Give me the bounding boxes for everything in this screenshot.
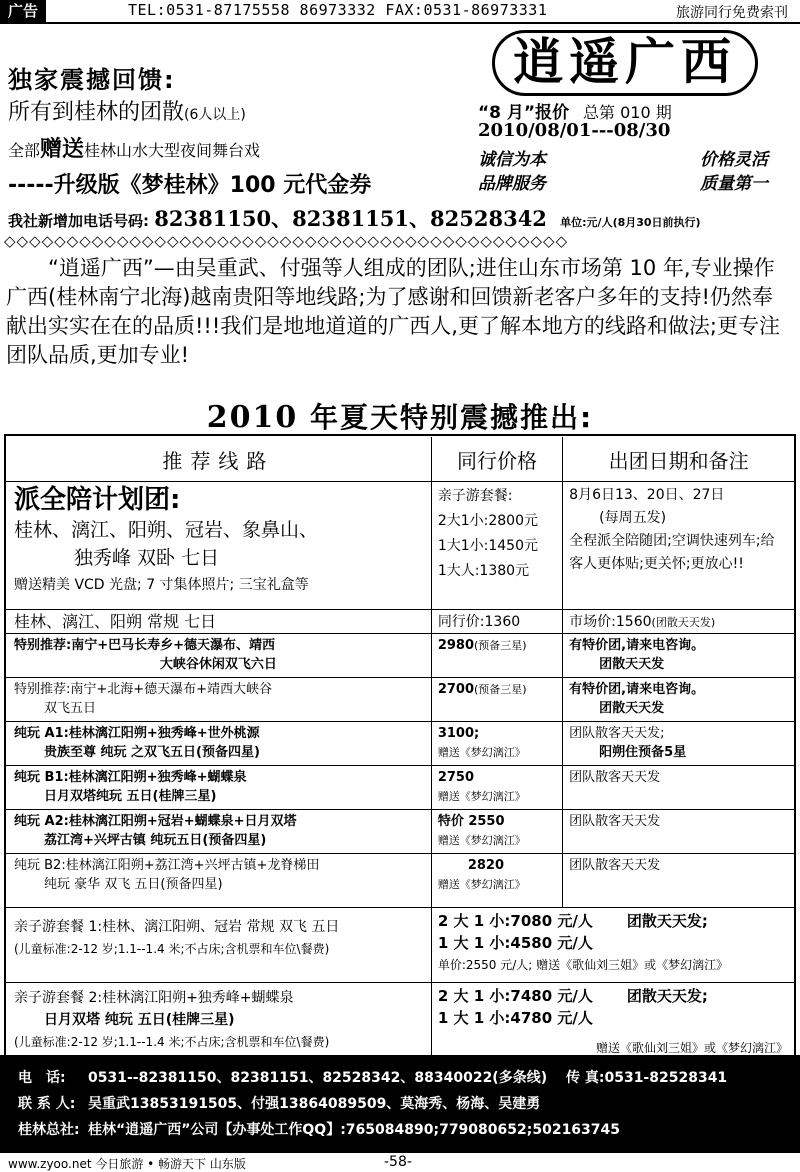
note-cell xyxy=(563,610,794,633)
note-line-1: 有特价团,请来电咨询。 xyxy=(569,682,705,697)
intro-paragraph: “逍遥广西”—由吴重武、付强等人组成的团队;进住山东市场第 10 年,专业操作广西(桂林南宁北海)越南贵阳等地线路;为了感谢和回馈新老客户多年的支持!仍然奉献出实实在在的品质!!!我们是地地道道的广西人,更了解本地方的线路和做法;更专注团队品质,更加专业! xyxy=(6,256,781,367)
site-credit: www.zyoo.net 今日旅游 • 畅游天下 山东版 xyxy=(8,1157,246,1171)
slogans xyxy=(478,148,778,196)
route-line-2: 贵族至尊 纯玩 之双飞五日(预备四星) xyxy=(44,745,260,760)
note-line-1: 团队散客天天发 xyxy=(569,858,661,873)
package-child-standard: (儿童标准:2-12 岁;1.1--1.4 米;不占床;含机票和车位\餐费) xyxy=(14,942,330,956)
plan-dest-2: 独秀峰 双卧 七日 xyxy=(74,547,220,569)
table-row xyxy=(6,810,794,854)
plan-price-3: 1大人:1380元 xyxy=(437,563,530,579)
table-row xyxy=(6,854,794,908)
promo-line-3-bold: 赠送 xyxy=(40,137,85,162)
plan-date-1: 8月6日13、20日、27日 xyxy=(569,487,725,503)
price-cell: 2980 xyxy=(437,638,474,653)
plan-price-1: 2大1小:2800元 xyxy=(437,513,538,529)
note-line-1: 有特价团,请来电咨询。 xyxy=(569,638,705,653)
package-price-3: 赠送《歌仙刘三姐》或《梦幻漓江》 xyxy=(595,1041,788,1055)
price-cell-small: (预备三星) xyxy=(474,683,527,696)
promo-line-4: -----升级版《梦桂林》100 元代金券 xyxy=(8,173,372,198)
header-dates: 出团日期和备注 xyxy=(608,448,749,473)
route-line-1: 纯玩 A2:桂林漓江阳朔+冠岩+蝴蝶泉+日月双塔 xyxy=(14,814,297,829)
route-line-1: 纯玩 B1:桂林漓江阳朔+独秀峰+蝴蝶泉 xyxy=(14,770,247,785)
hq-info: 桂林“逍遥广西”公司【办事处工作QQ】:765084890;779080652;502163745 xyxy=(88,1122,621,1138)
price-cell-small: 赠送《梦幻漓江》 xyxy=(437,878,526,891)
fax-label: 传 真: xyxy=(565,1070,605,1086)
package-price-1: 2 大 1 小:7080 元/人 xyxy=(437,912,593,930)
ad-tag: 广告 xyxy=(0,0,46,22)
plan-title: 派全陪计划团: xyxy=(14,485,181,515)
note-line-1: 团队散客天天发 xyxy=(569,814,661,829)
agency-contact-line: TEL:0531-87175558 86973332 FAX:0531-86973331 xyxy=(128,1,548,19)
table-row xyxy=(6,678,794,722)
route-line-2: 纯玩 豪华 双飞 五日(预备四星) xyxy=(44,877,223,892)
hq-label: 桂林总社: xyxy=(18,1122,80,1138)
note-line-2: 团散天天发 xyxy=(599,701,665,716)
fax-number: 0531-82528341 xyxy=(604,1070,728,1086)
date-range: 2010/08/01---08/30 xyxy=(478,120,671,141)
table-header-row xyxy=(6,436,794,482)
big-title-text: 年夏天特别震撼推出: xyxy=(310,401,594,434)
table-row xyxy=(6,610,794,634)
header-price: 同行价格 xyxy=(432,437,563,481)
route-line-2: 日月双塔纯玩 五日(桂牌三星) xyxy=(44,789,217,804)
note-cell-main: 市场价:1560 xyxy=(569,614,652,630)
month-quote: “8 月”报价 xyxy=(478,103,570,123)
package-title: 亲子游套餐 2:桂林漓江阳朔+独秀峰+蝴蝶泉 xyxy=(14,990,294,1006)
package-right-note: 团散天天发; xyxy=(626,912,708,930)
route-line-1: 纯玩 B2:桂林漓江阳朔+荔江湾+兴坪古镇+龙脊梯田 xyxy=(14,858,320,873)
big-title xyxy=(0,396,800,436)
slogan-1a: 诚信为本 xyxy=(478,150,546,170)
big-title-year: 2010 xyxy=(206,400,299,435)
promo-line-3-pre: 全部 xyxy=(8,141,41,160)
price-cell: 特价 2550 xyxy=(437,814,505,829)
table-row xyxy=(6,634,794,678)
slogan-1b: 价格灵活 xyxy=(700,150,768,170)
price-unit-note: 单位:元/人(8月30日前执行) xyxy=(560,216,701,229)
footer-contact-block xyxy=(0,1055,800,1153)
price-cell-small: 赠送《梦幻漓江》 xyxy=(437,834,526,847)
note-line-1: 团队散客天天发 xyxy=(569,770,661,785)
contact-label: 联 系 人: xyxy=(18,1096,76,1112)
note-line-1: 团队散客天天发; xyxy=(569,726,665,741)
new-phone-numbers: 82381150、82381151、82528342 xyxy=(154,206,547,231)
top-strip xyxy=(0,0,800,22)
header-route: 推荐线路 xyxy=(6,437,432,481)
plan-note: 全程派全陪随团;空调快速列车;给客人更体贴;更关怀;更放心!! xyxy=(569,533,775,572)
promo-line-3-post: 桂林山水大型夜间舞台戏 xyxy=(84,141,261,160)
index-label: 旅游同行免费索刊 xyxy=(676,5,788,21)
package-price-3: 单价:2550 元/人; 赠送《歌仙刘三姐》或《梦幻漓江》 xyxy=(437,958,729,972)
slogan-2a: 品牌服务 xyxy=(478,174,546,194)
package-title: 亲子游套餐 1:桂林、漓江阳朔、冠岩 常规 双飞 五日 xyxy=(14,919,340,935)
package-child-standard: (儿童标准:2-12 岁;1.1--1.4 米;不占床;含机票和车位\餐费) xyxy=(14,1035,330,1049)
price-cell: 3100; xyxy=(437,726,480,741)
route-line-2: 双飞五日 xyxy=(44,701,97,716)
page-bottom xyxy=(0,1154,800,1172)
table-row-package-2 xyxy=(6,983,794,1063)
package-price-1: 2 大 1 小:7480 元/人 xyxy=(437,987,593,1005)
plan-date-2: (每周五发) xyxy=(599,510,667,526)
headline: 独家震撼回馈: xyxy=(8,66,176,94)
table-row xyxy=(6,766,794,810)
logo: 逍遥广西 xyxy=(492,30,758,96)
plan-dest-1: 桂林、漓江、阳朔、冠岩、象鼻山、 xyxy=(14,519,319,541)
package-right-note: 团散天天发; xyxy=(626,987,708,1005)
route-line-1: 特别推荐:南宁+巴马长寿乡+德天瀑布、靖西 xyxy=(14,638,275,653)
promo-line-3 xyxy=(8,132,260,163)
promo-line-2 xyxy=(8,95,246,126)
slogan-2b: 质量第一 xyxy=(700,174,768,194)
package-title-2: 日月双塔 纯玩 五日(桂牌三星) xyxy=(44,1012,235,1028)
package-price-2: 1 大 1 小:4580 元/人 xyxy=(437,934,593,952)
new-phone-label: 我社新增加电话号码: xyxy=(8,212,149,230)
note-cell-small: (团散天天发) xyxy=(651,616,716,629)
top-rule xyxy=(0,22,800,24)
price-cell-small: (预备三星) xyxy=(474,639,527,652)
issue-number: 总第 010 期 xyxy=(583,103,672,122)
phone-label: 电 话: xyxy=(18,1070,66,1086)
plan-gift: 赠送精美 VCD 光盘; 7 寸集体照片; 三宝礼盒等 xyxy=(14,577,309,593)
table-row-plan xyxy=(6,482,794,610)
route-line-1: 纯玩 A1:桂林漓江阳朔+独秀峰+世外桃源 xyxy=(14,726,260,741)
new-phone-line xyxy=(8,203,701,233)
contacts: 吴重武13853191505、付强13864089509、莫海秀、杨海、吴建勇 xyxy=(88,1096,541,1112)
price-cell-small: 赠送《梦幻漓江》 xyxy=(437,746,526,759)
price-cell: 2700 xyxy=(437,682,474,697)
plan-price-label: 亲子游套餐: xyxy=(437,488,513,504)
price-cell: 同行价:1360 xyxy=(432,610,563,633)
route-cell: 桂林、漓江、阳朔 常规 七日 xyxy=(6,610,432,633)
phone-numbers: 0531--82381150、82381151、82528342、88340022(多条线) xyxy=(88,1070,548,1086)
promo-line-2-note: (6人以上) xyxy=(184,107,246,123)
route-line-2: 大峡谷休闲双飞六日 xyxy=(159,657,277,672)
route-table xyxy=(4,434,796,1065)
table-row xyxy=(6,722,794,766)
page-number: -58- xyxy=(384,1154,412,1170)
route-line-2: 荔江湾+兴坪古镇 纯玩五日(预备四星) xyxy=(44,833,267,848)
price-cell: 2820 xyxy=(467,858,504,873)
diamond-divider: ◇◇◇◇◇◇◇◇◇◇◇◇◇◇◇◇◇◇◇◇◇◇◇◇◇◇◇◇◇◇◇◇◇◇◇◇◇◇◇◇◇◇◇◇◇ xyxy=(4,232,569,250)
note-line-2: 团散天天发 xyxy=(599,657,665,672)
promo-line-2-main: 所有到桂林的团散 xyxy=(8,100,185,125)
plan-price-2: 1大1小:1450元 xyxy=(437,538,538,554)
package-price-2: 1 大 1 小:4780 元/人 xyxy=(437,1009,593,1027)
table-row-package-1 xyxy=(6,908,794,983)
price-cell-small: 赠送《梦幻漓江》 xyxy=(437,790,526,803)
route-line-1: 特别推荐:南宁+北海+德天瀑布+靖西大峡谷 xyxy=(14,682,273,697)
note-line-2: 阳朔住预备5星 xyxy=(599,745,687,760)
price-cell: 2750 xyxy=(437,770,474,785)
